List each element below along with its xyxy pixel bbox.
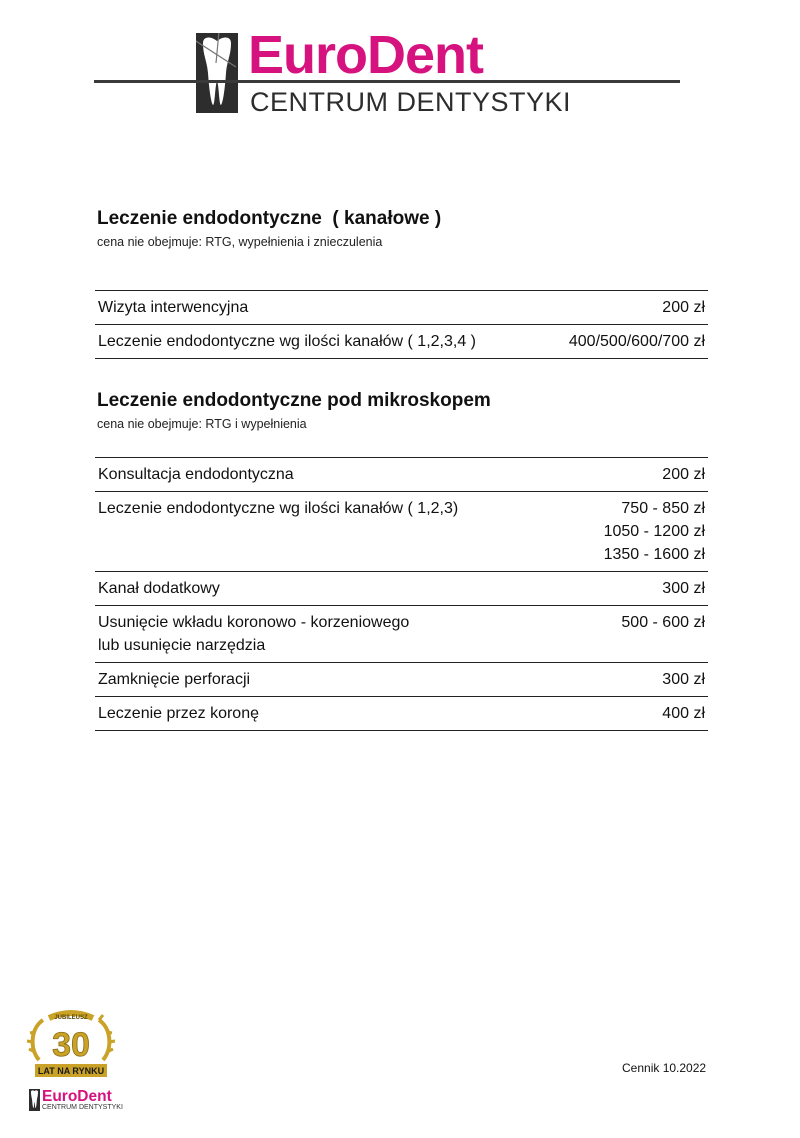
table-row — [95, 697, 708, 731]
service-name: Leczenie przez koronę — [98, 705, 259, 722]
service-price: 200 zł — [662, 299, 705, 316]
table-row — [95, 606, 708, 663]
brand-name: EuroDent — [248, 25, 483, 85]
table-row — [95, 291, 708, 325]
anniversary-badge-icon — [25, 1008, 117, 1080]
badge-number: 30 — [52, 1026, 90, 1064]
table-row — [95, 325, 708, 359]
service-name: Leczenie endodontyczne wg ilości kanałów ( 1,2,3) — [98, 500, 459, 517]
section-note: cena nie obejmuje: RTG i wypełnienia — [97, 417, 307, 431]
service-name: Wizyta interwencyjna — [98, 299, 249, 316]
service-name: Leczenie endodontyczne wg ilości kanałów ( 1,2,3,4 ) — [98, 333, 476, 350]
price-table — [95, 457, 708, 731]
badge-ribbon-text: LAT NA RYNKU — [37, 1066, 105, 1076]
table-row — [95, 492, 708, 572]
section-title: Leczenie endodontyczne ( kanałowe ) — [97, 208, 442, 229]
table-row — [95, 458, 708, 492]
service-price: 300 zł — [662, 580, 705, 597]
service-price: 300 zł — [662, 671, 705, 688]
section-note: cena nie obejmuje: RTG, wypełnienia i znieczulenia — [97, 235, 383, 249]
service-name: Usunięcie wkładu koronowo - korzeniowego lub usunięcie narzędzia — [98, 614, 410, 654]
tooth-logo-icon — [196, 33, 238, 113]
price-table — [95, 290, 708, 359]
table-row — [95, 663, 708, 697]
service-price: 200 zł — [662, 466, 705, 483]
tooth-logo-icon — [29, 1089, 40, 1111]
footer-brand-subtitle: CENTRUM DENTYSTYKI — [42, 1104, 123, 1111]
service-price: 750 - 850 zł 1050 - 1200 zł 1350 - 1600 zł — [603, 500, 705, 563]
footer-brand-name: EuroDent — [42, 1088, 112, 1105]
price-list-date: Cennik 10.2022 — [622, 1061, 707, 1075]
service-price: 500 - 600 zł — [621, 614, 705, 631]
section-title: Leczenie endodontyczne pod mikroskopem — [97, 390, 491, 411]
badge-top-text: JUBILEUSZ — [54, 1015, 88, 1021]
service-price: 400 zł — [662, 705, 705, 722]
service-name: Konsultacja endodontyczna — [98, 466, 294, 483]
service-name: Kanał dodatkowy — [98, 580, 220, 597]
service-price: 400/500/600/700 zł — [568, 333, 705, 350]
service-name: Zamknięcie perforacji — [98, 671, 251, 688]
table-row — [95, 572, 708, 606]
brand-subtitle: CENTRUM DENTYSTYKI — [250, 87, 572, 117]
